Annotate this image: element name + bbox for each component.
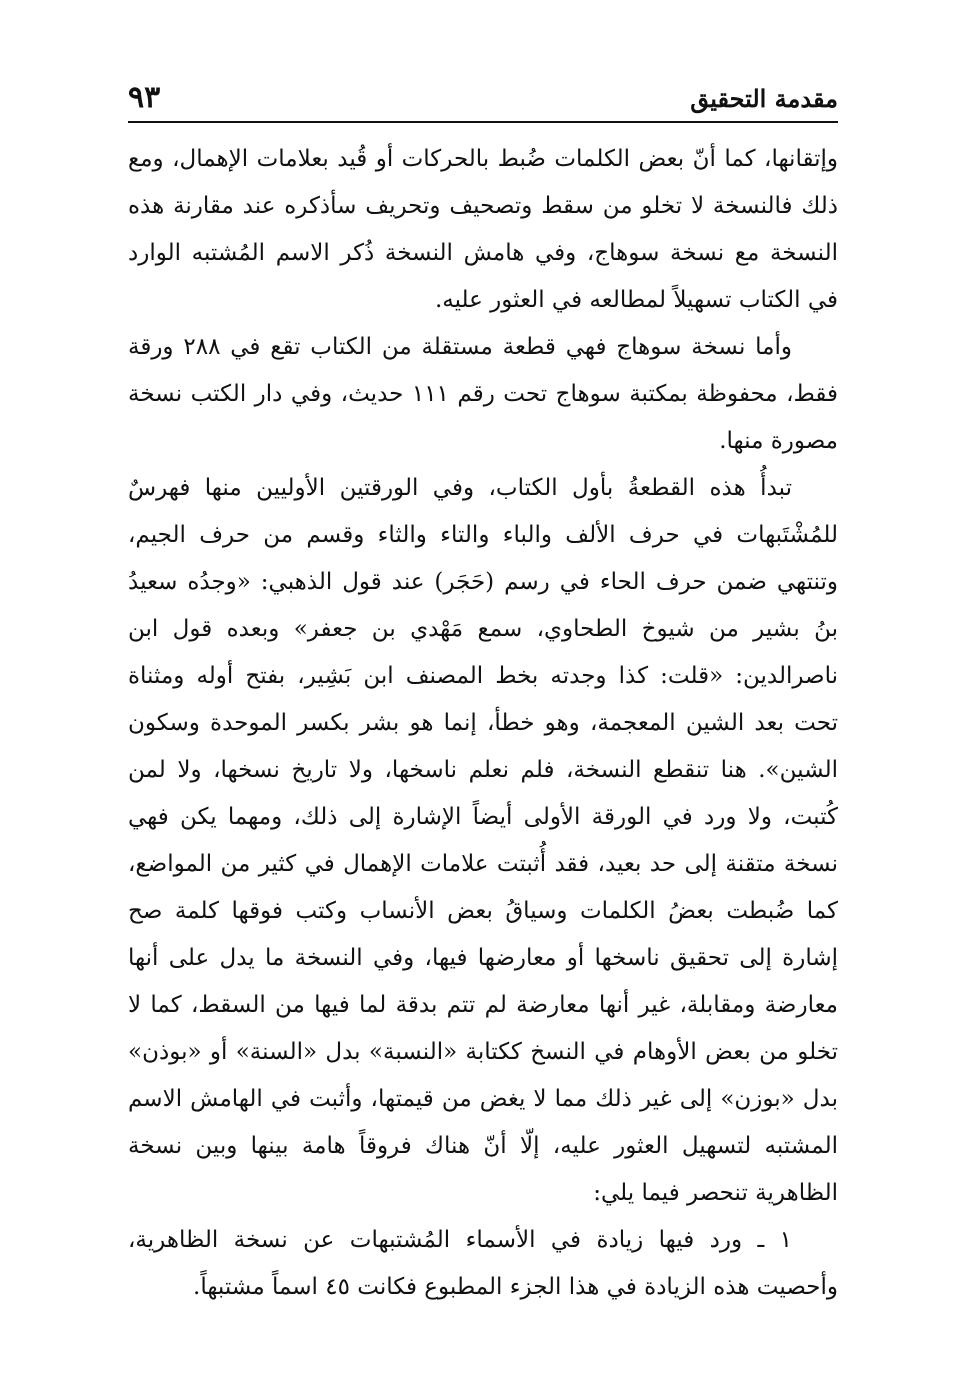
- header-rule: [128, 121, 838, 123]
- paragraph-difference-1: ١ ـ ورد فيها زيادة في الأسماء المُشتبهات عن نسخة الظاهرية، وأحصيت هذه الزيادة في هذا الجزء المطبوع فكانت ٤٥ اسماً مشتبهاً.: [128, 1227, 838, 1300]
- page-header: [128, 74, 838, 122]
- paragraph-sohag-copy: وأما نسخة سوهاج فهي قطعة مستقلة من الكتاب تقع في ٢٨٨ ورقة فقط، محفوظة بمكتبة سوهاج تحت رقم ١١١ حديث، وفي دار الكتب نسخة مصورة منها.: [128, 334, 838, 454]
- body-text: [128, 136, 838, 1311]
- page-number: ٩٣: [128, 80, 161, 115]
- paragraph-manuscript-note: وإتقانها، كما أنّ بعض الكلمات ضُبط بالحركات أو قُيد بعلامات الإهمال، ومع ذلك فالنسخة لا تخلو من سقط وتصحيف وتحريف سأذكره عند مقارنة هذه النسخة مع نسخة سوهاج، وفي هامش النسخة ذُكر الاسم المُشتبه الوارد في الكتاب تسهيلاً لمطالعه في العثور عليه.: [128, 146, 838, 313]
- running-title: مقدمة التحقيق: [690, 84, 838, 113]
- paragraph-sohag-description: تبدأُ هذه القطعةُ بأول الكتاب، وفي الورقتين الأوليين منها فهرسٌ للمُشْتَبهات في حرف الألف والباء والتاء والثاء وقسم من حرف الجيم، وتنتهي ضمن حرف الحاء في رسم (حَجَر) عند قول الذهبي: «وجدُه سعيدُ بنُ بشير من شيوخ الطحاوي، سمع مَهْدي بن جعفر» وبعده قول ابن ناصرالدين: «قلت: كذا وجدته بخط المصنف ابن بَشِير، بفتح أوله ومثناة تحت بعد الشين المعجمة، وهو خطأ، إنما هو بشر بكسر الموحدة وسكون الشين». هنا تنقطع النسخة، فلم نعلم ناسخها، ولا تاريخ نسخها، ولا لمن كُتبت، ولا ورد في الورقة الأولى أيضاً الإشارة إلى ذلك، ومهما يكن فهي نسخة متقنة إلى حد بعيد، فقد أُثبتت علامات الإهمال في كثير من المواضع، كما ضُبطت بعضُ الكلمات وسياقُ بعض الأنساب وكتب فوقها كلمة صح إشارة إلى تحقيق ناسخها أو معارضها فيها، وفي النسخة ما يدل على أنها معارضة ومقابلة، غير أنها معارضة لم تتم بدقة لما فيها من السقط، كما لا تخلو من بعض الأوهام في النسخ ككتابة «النسبة» بدل «السنة» أو «بوذن» بدل «بوزن» إلى غير ذلك مما لا يغض من قيمتها، وأثبت في الهامش الاسم المشتبه لتسهيل العثور عليه، إلّا أنّ هناك فروقاً هامة بينها وبين نسخة الظاهرية تنحصر فيما يلي:: [128, 475, 838, 1206]
